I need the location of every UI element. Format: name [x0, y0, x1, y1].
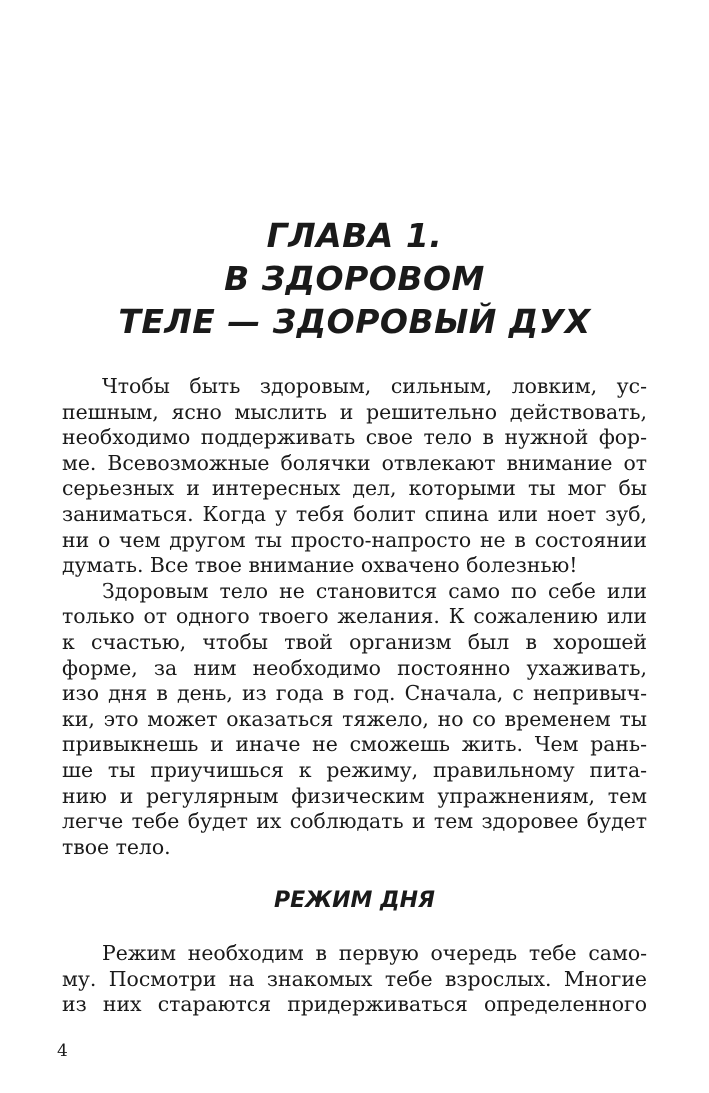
text-line: из них стараются придерживаться определенного: [62, 992, 647, 1017]
text-line: привыкнешь и иначе не сможешь жить. Чем рань-: [62, 732, 647, 757]
text-line: Чтобы быть здоровым, сильным, ловким, ус-: [102, 374, 647, 398]
text-line: изо дня в день, из года в год. Сначала, с непривыч-: [62, 681, 647, 706]
text-line: ме. Всевозможные болячки отвлекают внимание от: [62, 450, 647, 475]
chapter-title: [0, 214, 709, 343]
chapter-body-text: [62, 374, 647, 860]
text-line: му. Посмотри на знакомых тебе взрослых. Многие: [62, 966, 647, 991]
section-body-text: [62, 941, 647, 1018]
text-line: легче тебе будет их соблюдать и тем здоровее будет: [62, 809, 647, 834]
text-line: к счастью, чтобы твой организм был в хорошей: [62, 629, 647, 654]
text-line: Режим необходим в первую очередь тебе само-: [102, 941, 647, 965]
page-number: 4: [57, 1041, 68, 1061]
text-line: заниматься. Когда у тебя болит спина или ноет зуб,: [62, 501, 647, 526]
text-line: Здоровым тело не становится само по себе или: [102, 578, 647, 603]
chapter-title-line: ТЕЛЕ — ЗДОРОВЫЙ ДУХ: [118, 302, 591, 341]
paragraph: [62, 579, 647, 861]
text-line: необходимо поддерживать свое тело в нужной фор-: [62, 425, 647, 450]
text-line: форме, за ним необходимо постоянно ухаживать,: [62, 655, 647, 680]
paragraph: [62, 374, 647, 579]
text-line: только от одного твоего желания. К сожалению или: [62, 604, 647, 629]
text-line: ки, это может оказаться тяжело, но со временем ты: [62, 706, 647, 731]
chapter-title-line: ГЛАВА 1.: [266, 216, 443, 255]
text-line: твое тело.: [62, 834, 171, 859]
section-title: РЕЖИМ ДНЯ: [274, 888, 435, 913]
chapter-title-line: В ЗДОРОВОМ: [224, 259, 485, 298]
text-line: серьезных и интересных дел, которыми ты мог бы: [62, 476, 647, 501]
paragraph: [62, 941, 647, 1018]
text-line: нию и регулярным физическим упражнениям, тем: [62, 783, 647, 808]
text-line: думать. Все твое внимание охвачено болезнью!: [62, 553, 578, 578]
text-line: пешным, ясно мыслить и решительно действовать,: [62, 399, 647, 424]
text-line: ше ты приучишься к режиму, правильному пита-: [62, 757, 647, 782]
text-line: ни о чем другом ты просто-напросто не в состоянии: [62, 527, 647, 552]
